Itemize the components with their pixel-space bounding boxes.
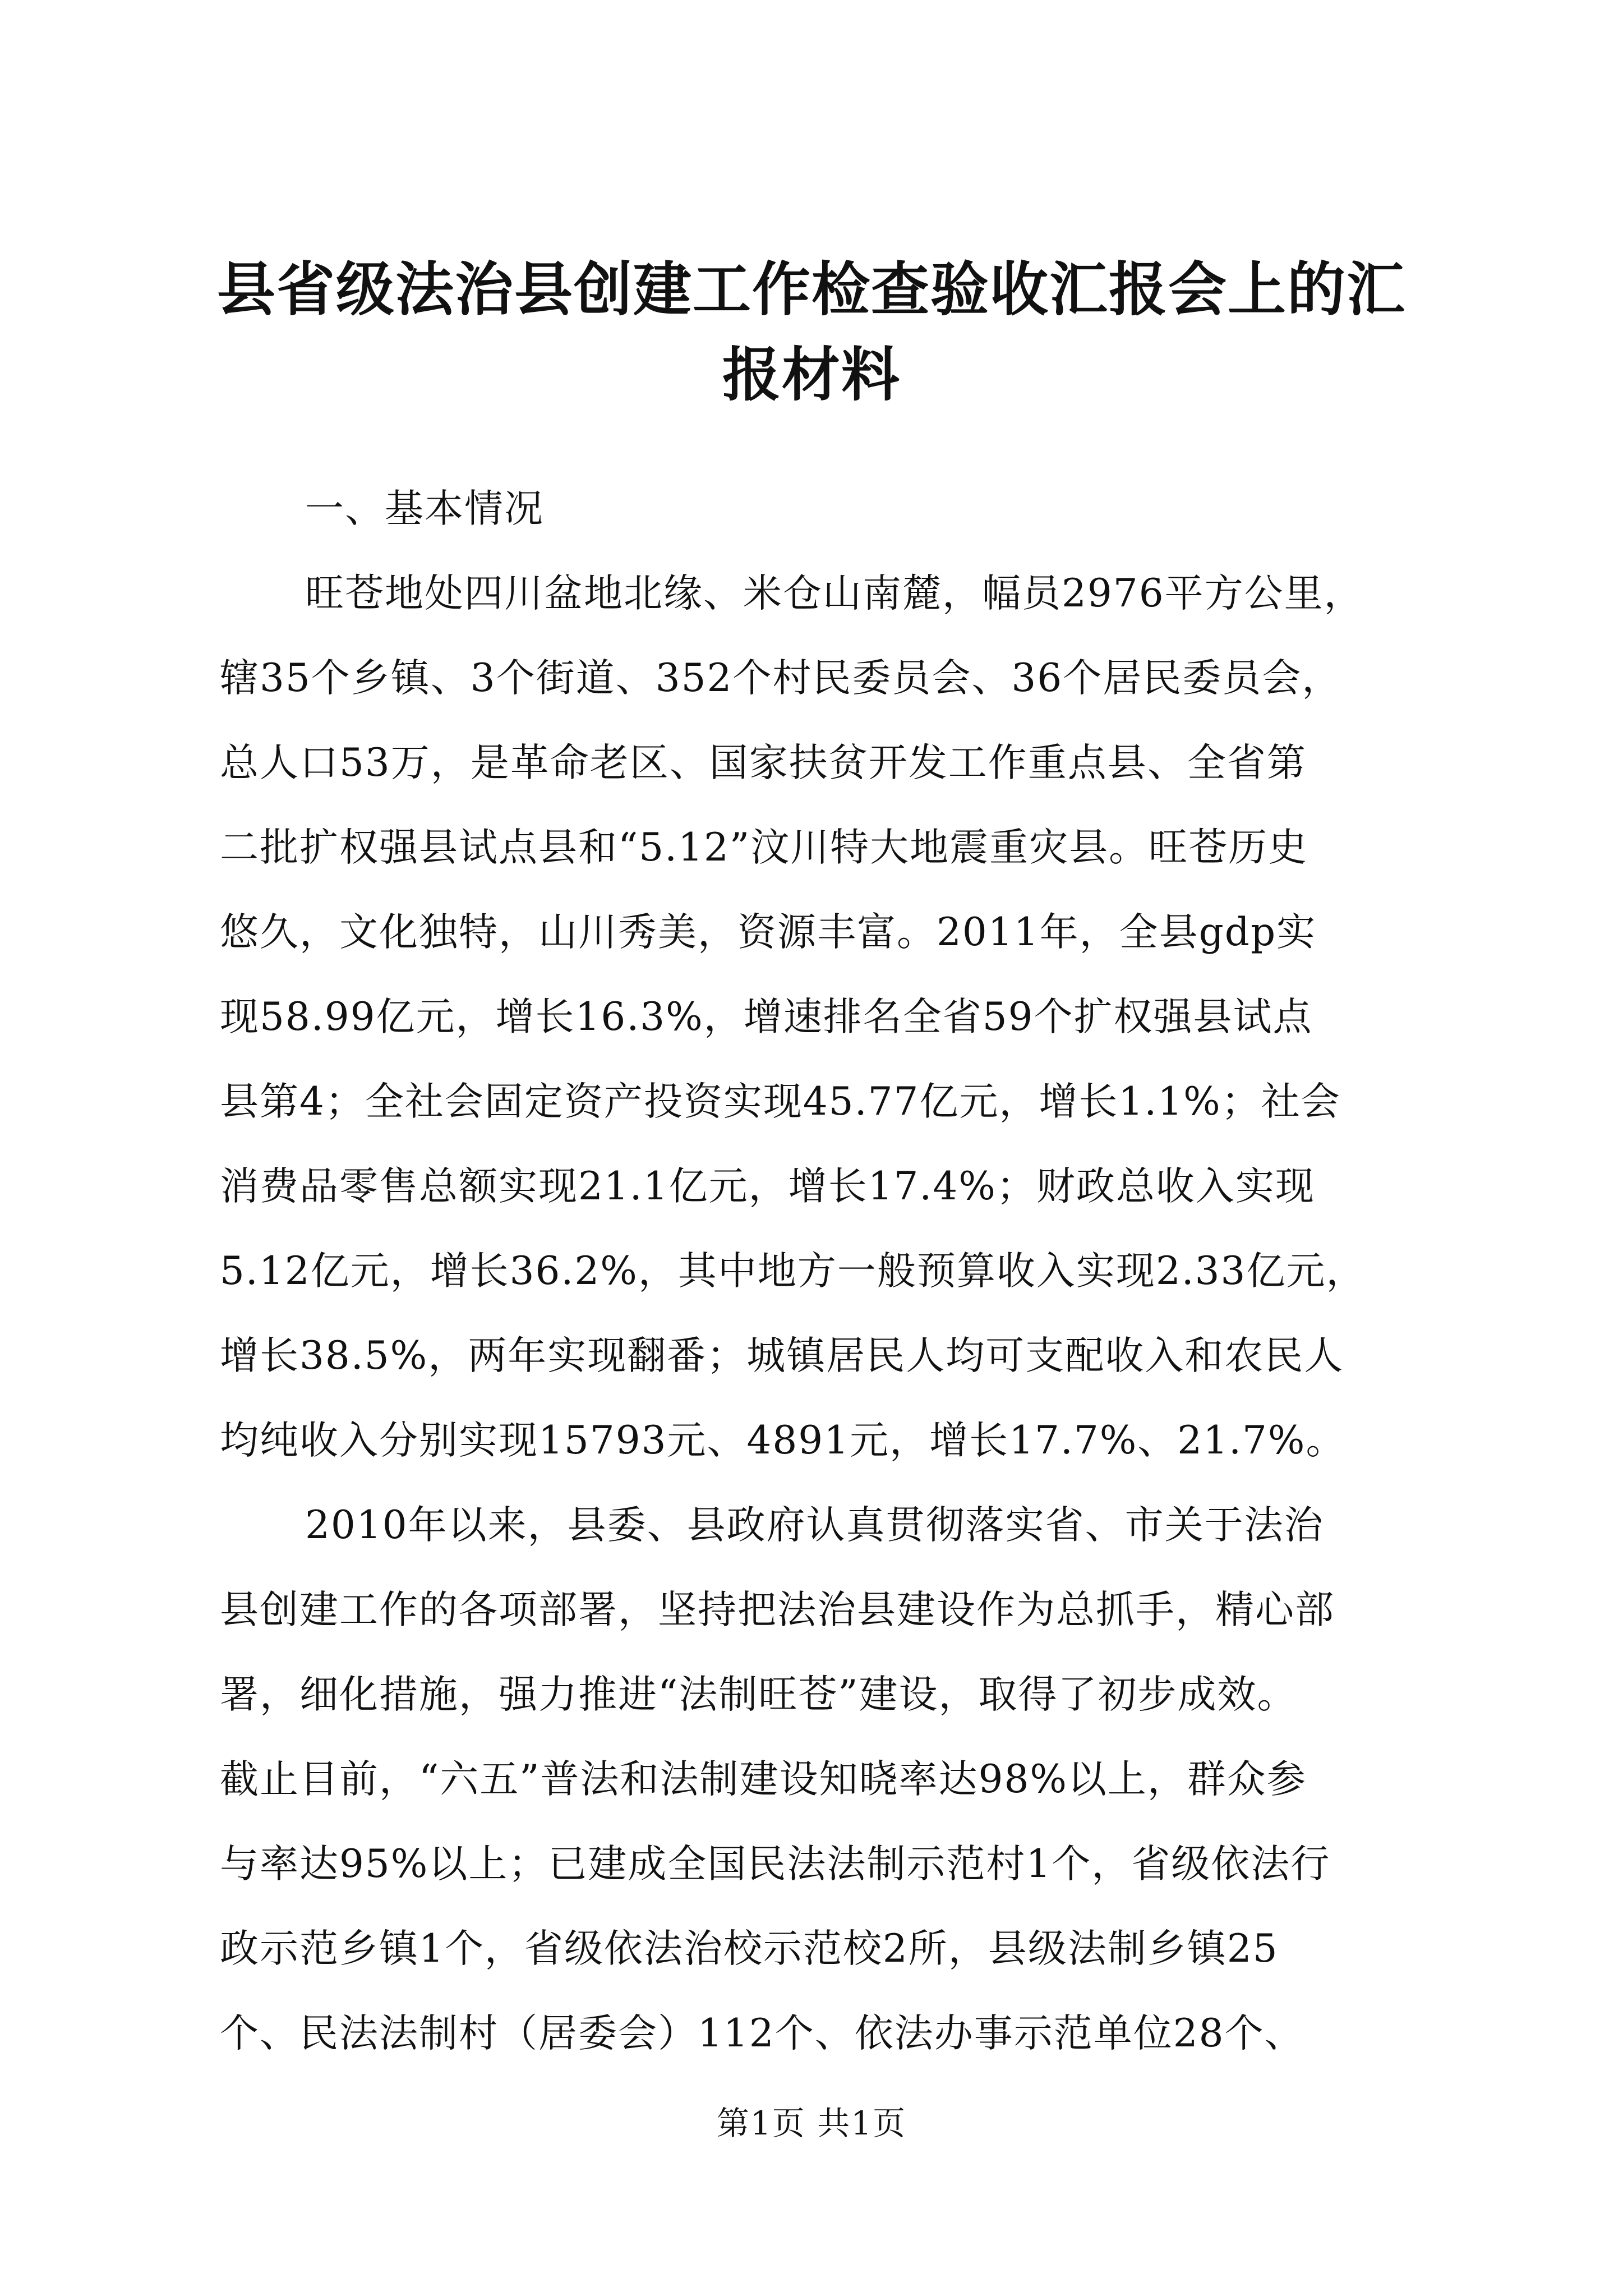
paragraph-line: 增长38.5%，两年实现翻番；城镇居民人均可支配收入和农民人 [220, 1333, 1344, 1378]
paragraph-line: 县创建工作的各项部署，坚持把法治县建设作为总抓手，精心部 [220, 1588, 1335, 1632]
paragraph-line: 总人口53万，是革命老区、国家扶贫开发工作重点县、全省第 [220, 740, 1307, 785]
paragraph-line: 署，细化措施，强力推进“法制旺苍”建设，取得了初步成效。 [220, 1672, 1297, 1717]
paragraph-line: 消费品零售总额实现21.1亿元，增长17.4%；财政总收入实现 [220, 1164, 1315, 1209]
paragraph-line: 2010年以来，县委、县政府认真贯彻落实省、市关于法治 [305, 1503, 1324, 1548]
document-title [168, 247, 1455, 417]
paragraph-line: 5.12亿元，增长36.2%，其中地方一般预算收入实现2.33亿元， [220, 1249, 1366, 1294]
paragraph-line: 悠久，文化独特，山川秀美，资源丰富。2011年，全县gdp实 [220, 910, 1317, 955]
paragraph-line: 个、民法法制村（居委会）112个、依法办事示范单位28个、 [220, 2011, 1304, 2056]
document-body [220, 467, 1426, 2076]
paragraph-basic-info [220, 551, 1426, 1483]
paragraph-line: 与率达95%以上；已建成全国民法法制示范村1个，省级依法行 [220, 1842, 1331, 1887]
paragraph-line: 政示范乡镇1个，省级依法治校示范校2所，县级法制乡镇25 [220, 1926, 1279, 1971]
section-heading: 一、基本情况 [305, 486, 544, 531]
page-footer [0, 2101, 1623, 2146]
title-line: 报材料 [722, 340, 901, 409]
paragraph-line: 旺苍地处四川盆地北缘、米仓山南麓，幅员2976平方公里， [305, 571, 1364, 616]
paragraph-progress [220, 1483, 1426, 2076]
paragraph-line: 截止目前，“六五”普法和法制建设知晓率达98%以上，群众参 [220, 1757, 1307, 1802]
paragraph-line: 县第4；全社会固定资产投资实现45.77亿元，增长1.1%；社会 [220, 1079, 1341, 1124]
page-number: 第1页 共1页 [716, 2104, 907, 2142]
paragraph-line: 辖35个乡镇、3个街道、352个村民委员会、36个居民委员会， [220, 656, 1342, 701]
paragraph-line: 现58.99亿元，增长16.3%，增速排名全省59个扩权强县试点 [220, 995, 1313, 1039]
paragraph-line: 均纯收入分别实现15793元、4891元，增长17.7%、21.7%。 [220, 1418, 1346, 1463]
title-line: 县省级法治县创建工作检查验收汇报会上的汇 [216, 255, 1406, 324]
paragraph-line: 二批扩权强县试点县和“5.12”汶川特大地震重灾县。旺苍历史 [220, 825, 1308, 870]
